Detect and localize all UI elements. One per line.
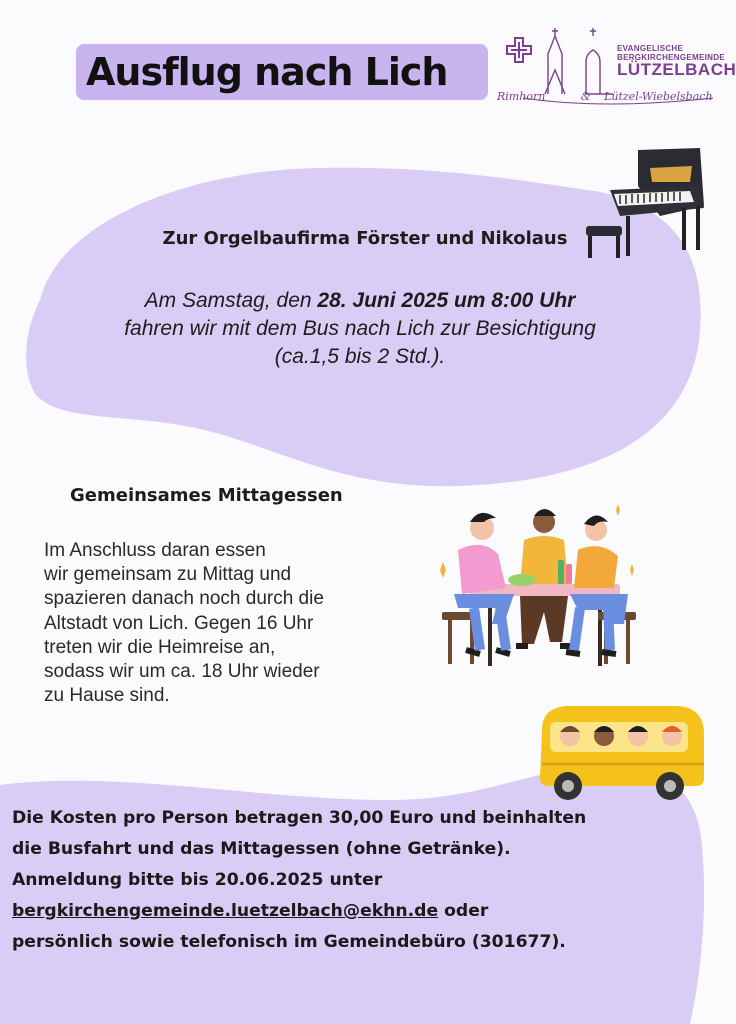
lunch-line: treten wir die Heimreise an, — [44, 636, 276, 658]
logo-script-amp: & — [580, 90, 591, 103]
organ-heading: Zur Orgelbaufirma Förster und Nikolaus — [162, 228, 568, 249]
lunch-line: Altstadt von Lich. Gegen 16 Uhr — [44, 612, 314, 634]
organ-intro — [60, 287, 660, 371]
page-title: Ausflug nach Lich — [86, 50, 448, 94]
people-eating-icon — [430, 500, 650, 680]
info-line-3: Anmeldung bitte bis 20.06.2025 unter — [12, 870, 383, 890]
intro-line-3: (ca.1,5 bis 2 Std.). — [274, 345, 446, 368]
intro-prefix: Am Samstag, den — [144, 289, 318, 312]
logo-script — [497, 90, 719, 103]
email-link[interactable]: bergkirchengemeinde.luetzelbach@ekhn.de — [12, 901, 439, 921]
logo-line-1: EVANGELISCHE — [617, 44, 684, 53]
lunch-line: wir gemeinsam zu Mittag und — [44, 564, 292, 586]
info-block — [12, 803, 702, 958]
intro-line-2: fahren wir mit dem Bus nach Lich zur Besichtigung — [124, 317, 596, 340]
intro-date: 28. Juni 2025 um 8:00 Uhr — [317, 289, 576, 312]
lunch-heading: Gemeinsames Mittagessen — [70, 485, 343, 506]
school-bus-icon — [530, 700, 712, 804]
lunch-line: sodass wir um ca. 18 Uhr wieder — [44, 661, 320, 683]
logo-name: LÜTZELBACH — [617, 60, 736, 79]
logo-script-left: Rimhorn — [497, 90, 546, 103]
logo-line-2: BERGKIRCHENGEMEINDE — [617, 53, 725, 62]
lunch-text — [44, 539, 384, 708]
lunch-line: zu Hause sind. — [44, 685, 170, 707]
cross-logo-icon — [507, 38, 531, 62]
info-line-2: die Busfahrt und das Mittagessen (ohne Getränke). — [12, 839, 511, 859]
info-line-1: Die Kosten pro Person betragen 30,00 Euro und beinhalten — [12, 808, 587, 828]
lunch-line: spazieren danach noch durch die — [44, 588, 324, 610]
lunch-line: Im Anschluss daran essen — [44, 540, 266, 561]
info-line-5: persönlich sowie telefonisch im Gemeindebüro (301677). — [12, 932, 566, 952]
logo-script-right: Lützel-Wiebelsbach — [604, 90, 713, 103]
info-line-4-suffix: oder — [438, 901, 489, 921]
